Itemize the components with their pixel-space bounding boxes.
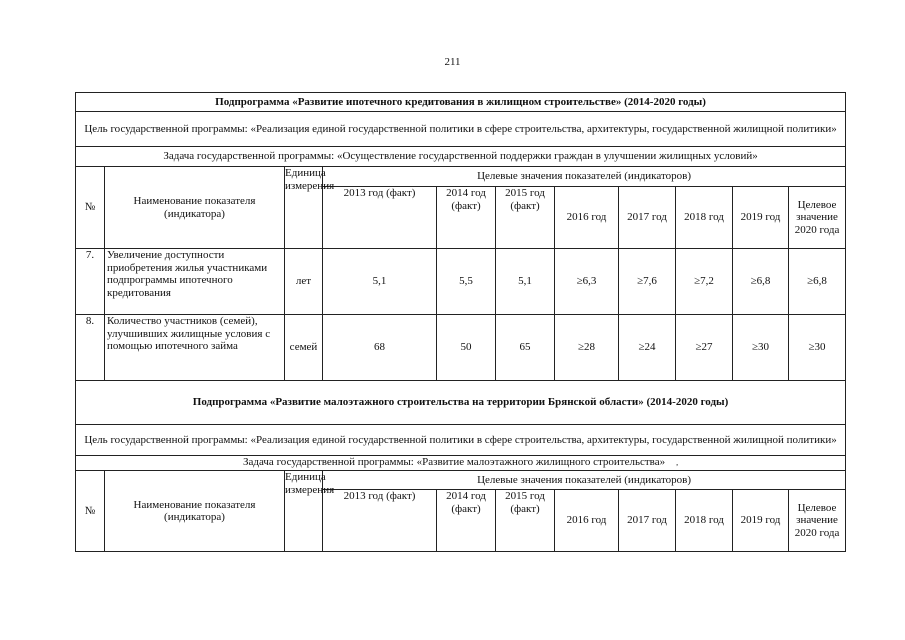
row-value: 50	[437, 315, 496, 381]
header-num: №	[76, 471, 105, 552]
row-value: ≥30	[789, 315, 846, 381]
header-name: Наименование показателя (индикатора)	[105, 471, 285, 552]
row-value: 5,1	[496, 249, 555, 315]
header-year-2016: 2016 год	[555, 187, 619, 249]
header-year-2013: 2013 год (факт)	[323, 490, 437, 552]
header-year-2013: 2013 год (факт)	[323, 187, 437, 249]
header-year-2014: 2014 год (факт)	[437, 490, 496, 552]
header-year-2020: Целевое значение 2020 года	[789, 187, 846, 249]
row-value: ≥28	[555, 315, 619, 381]
header-year-2017: 2017 год	[619, 490, 676, 552]
header-year-2015: 2015 год (факт)	[496, 187, 555, 249]
subprogram-2-task-text: Задача государственной программы: «Развитие малоэтажного жилищного строительства»	[242, 456, 666, 469]
page-number: 211	[444, 56, 461, 68]
row-num: 7.	[76, 249, 105, 315]
table-row	[76, 249, 846, 315]
indicators-table	[75, 92, 846, 552]
row-value: 5,5	[437, 249, 496, 315]
header-targets: Целевые значения показателей (индикаторов)	[323, 471, 846, 490]
row-value: ≥6,8	[789, 249, 846, 315]
table-row	[76, 315, 846, 381]
row-value: ≥7,2	[676, 249, 733, 315]
header-year-2017: 2017 год	[619, 187, 676, 249]
header-year-2015: 2015 год (факт)	[496, 490, 555, 552]
row-name: Увеличение доступности приобретения жилья участниками подпрограммы ипотечного кредитования	[105, 249, 285, 315]
header-unit: Единица измерения	[285, 471, 323, 552]
header-num: №	[76, 167, 105, 249]
subprogram-2-goal: Цель государственной программы: «Реализация единой государственной политики в сфере строительства, архитектуры, государственной жилищной политики»	[76, 425, 846, 456]
subprogram-2-title: Подпрограмма «Развитие малоэтажного строительства на территории Брянской области» (2014-2020 годы)	[76, 381, 846, 425]
header-year-2014: 2014 год (факт)	[437, 187, 496, 249]
row-value: ≥6,8	[733, 249, 789, 315]
header-year-2018: 2018 год	[676, 490, 733, 552]
header-targets: Целевые значения показателей (индикаторов)	[323, 167, 846, 187]
row-value: ≥30	[733, 315, 789, 381]
header-year-2019: 2019 год	[733, 187, 789, 249]
header-year-2016: 2016 год	[555, 490, 619, 552]
row-name: Количество участников (семей), улучшивших жилищные условия с помощью ипотечного займа	[105, 315, 285, 381]
row-num: 8.	[76, 315, 105, 381]
header-year-2019: 2019 год	[733, 490, 789, 552]
header-unit: Единица измерения	[285, 167, 323, 249]
header-year-2018: 2018 год	[676, 187, 733, 249]
header-name: Наименование показателя (индикатора)	[105, 167, 285, 249]
row-value: ≥24	[619, 315, 676, 381]
row-unit: семей	[285, 315, 323, 381]
subprogram-2-task	[76, 456, 846, 471]
stray-mark: ,	[676, 458, 679, 468]
row-value: 68	[323, 315, 437, 381]
subprogram-1-title: Подпрограмма «Развитие ипотечного кредитования в жилищном строительстве» (2014-2020 годы)	[76, 93, 846, 112]
subprogram-1-goal: Цель государственной программы: «Реализация единой государственной политики в сфере строительства, архитектуры, государственной жилищной политики»	[76, 112, 846, 147]
subprogram-1-task: Задача государственной программы: «Осуществление государственной поддержки граждан в улучшении жилищных условий»	[76, 147, 846, 167]
header-year-2020: Целевое значение 2020 года	[789, 490, 846, 552]
row-value: ≥7,6	[619, 249, 676, 315]
row-unit: лет	[285, 249, 323, 315]
row-value: ≥27	[676, 315, 733, 381]
row-value: 5,1	[323, 249, 437, 315]
row-value: 65	[496, 315, 555, 381]
row-value: ≥6,3	[555, 249, 619, 315]
